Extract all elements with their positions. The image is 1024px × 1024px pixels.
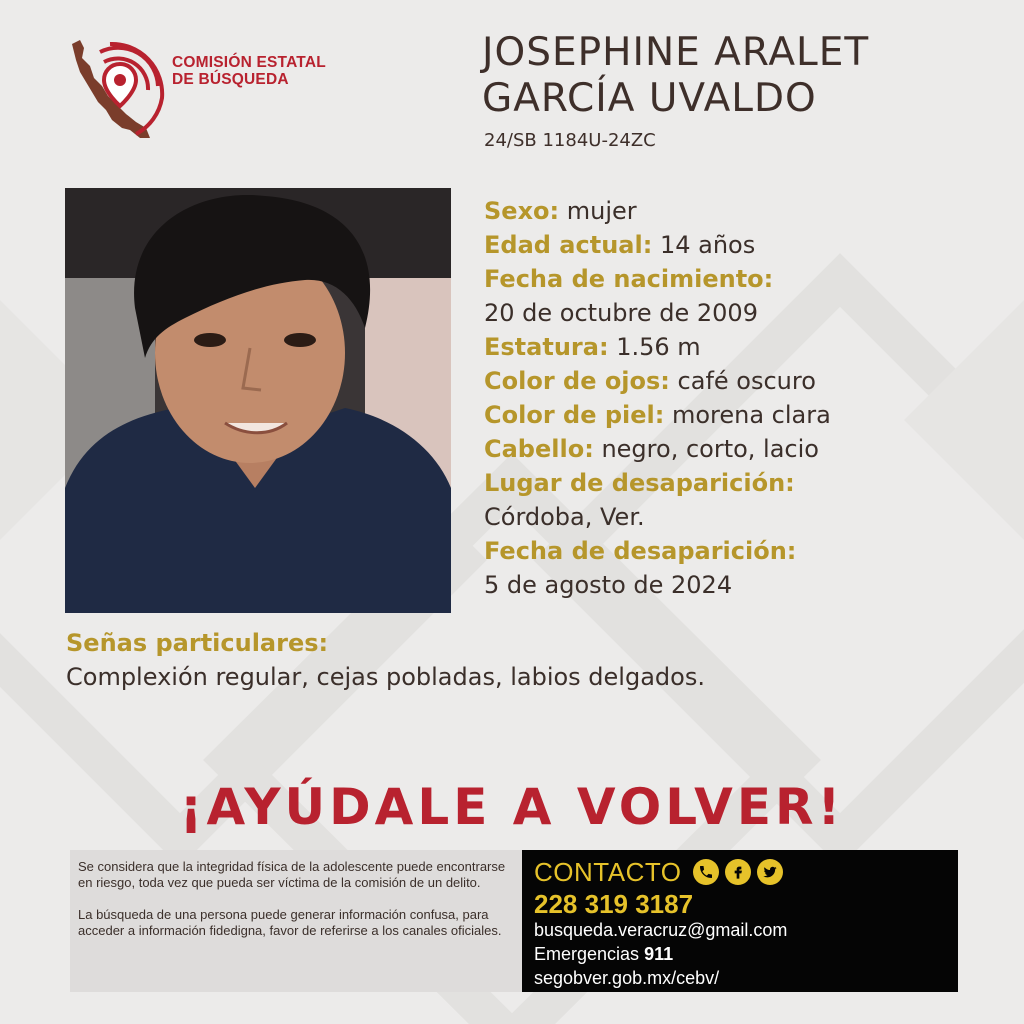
name-line-1: JOSEPHINE ARALET bbox=[482, 30, 870, 75]
row-nacimiento-label bbox=[484, 262, 1004, 296]
row-fecha-value bbox=[484, 568, 1004, 602]
contact-box bbox=[522, 850, 958, 992]
row-sexo bbox=[484, 194, 1004, 228]
estatura-value: 1.56 m bbox=[616, 333, 701, 361]
nacimiento-value: 20 de octubre de 2009 bbox=[484, 299, 758, 327]
fecha-label: Fecha de desaparición: bbox=[484, 537, 797, 565]
contact-website[interactable]: segobver.gob.mx/cebv/ bbox=[534, 968, 720, 988]
edad-value: 14 años bbox=[659, 231, 756, 259]
row-estatura bbox=[484, 330, 1004, 364]
name-line-2: GARCÍA UVALDO bbox=[482, 76, 817, 121]
contact-emergencias bbox=[534, 942, 946, 966]
sexo-label: Sexo: bbox=[484, 197, 560, 225]
emergencias-number[interactable]: 911 bbox=[644, 944, 674, 964]
contact-email[interactable]: busqueda.veracruz@gmail.com bbox=[534, 920, 788, 940]
sexo-value: mujer bbox=[566, 197, 637, 225]
row-ojos bbox=[484, 364, 1004, 398]
twitter-icon[interactable] bbox=[757, 859, 783, 885]
lugar-label: Lugar de desaparición: bbox=[484, 469, 795, 497]
disclaimer-box bbox=[70, 850, 522, 992]
case-id: 24/SB 1184U-24ZC bbox=[484, 130, 656, 151]
veracruz-map-pin-icon bbox=[66, 34, 166, 144]
distinguishing-marks bbox=[66, 626, 966, 694]
piel-value: morena clara bbox=[671, 401, 831, 429]
logo-text bbox=[172, 54, 326, 88]
disclaimer-paragraph-2: La búsqueda de una persona puede generar información confusa, para acceder a información fidedigna, favor de referirse a los canales oficiales. bbox=[78, 907, 502, 938]
senas-text: Complexión regular, cejas pobladas, labios delgados. bbox=[66, 663, 705, 691]
row-lugar-value bbox=[484, 500, 1004, 534]
emergencias-label: Emergencias bbox=[534, 944, 640, 964]
headline: ¡AYÚDALE A VOLVER! bbox=[179, 778, 845, 836]
edad-label: Edad actual: bbox=[484, 231, 653, 259]
fecha-value: 5 de agosto de 2024 bbox=[484, 571, 733, 599]
logo-line-2: DE BÚSQUEDA bbox=[172, 71, 289, 88]
row-cabello bbox=[484, 432, 1004, 466]
logo bbox=[66, 34, 366, 144]
nacimiento-label: Fecha de nacimiento: bbox=[484, 265, 774, 293]
ojos-label: Color de ojos: bbox=[484, 367, 670, 395]
row-nacimiento-value bbox=[484, 296, 1004, 330]
ojos-value: café oscuro bbox=[677, 367, 816, 395]
row-lugar-label bbox=[484, 466, 1004, 500]
person-name bbox=[482, 30, 1002, 122]
senas-label: Señas particulares: bbox=[66, 629, 329, 657]
cabello-value: negro, corto, lacio bbox=[601, 435, 819, 463]
contact-icons bbox=[693, 859, 783, 885]
person-details bbox=[484, 194, 1004, 602]
person-photo bbox=[65, 188, 451, 613]
estatura-label: Estatura: bbox=[484, 333, 609, 361]
row-fecha-label bbox=[484, 534, 1004, 568]
facebook-icon[interactable] bbox=[725, 859, 751, 885]
contact-header bbox=[534, 854, 946, 890]
piel-label: Color de piel: bbox=[484, 401, 665, 429]
contact-phone[interactable]: 228 319 3187 bbox=[534, 889, 694, 919]
row-piel bbox=[484, 398, 1004, 432]
disclaimer-paragraph-1: Se considera que la integridad física de la adolescente puede encontrarse en riesgo, toda vez que pueda ser víctima de la comisión de un delito. bbox=[78, 859, 506, 890]
cabello-label: Cabello: bbox=[484, 435, 594, 463]
contact-title: CONTACTO bbox=[534, 856, 682, 887]
phone-icon[interactable] bbox=[693, 859, 719, 885]
lugar-value: Córdoba, Ver. bbox=[484, 503, 645, 531]
logo-line-1: COMISIÓN ESTATAL bbox=[172, 54, 326, 71]
row-edad bbox=[484, 228, 1004, 262]
